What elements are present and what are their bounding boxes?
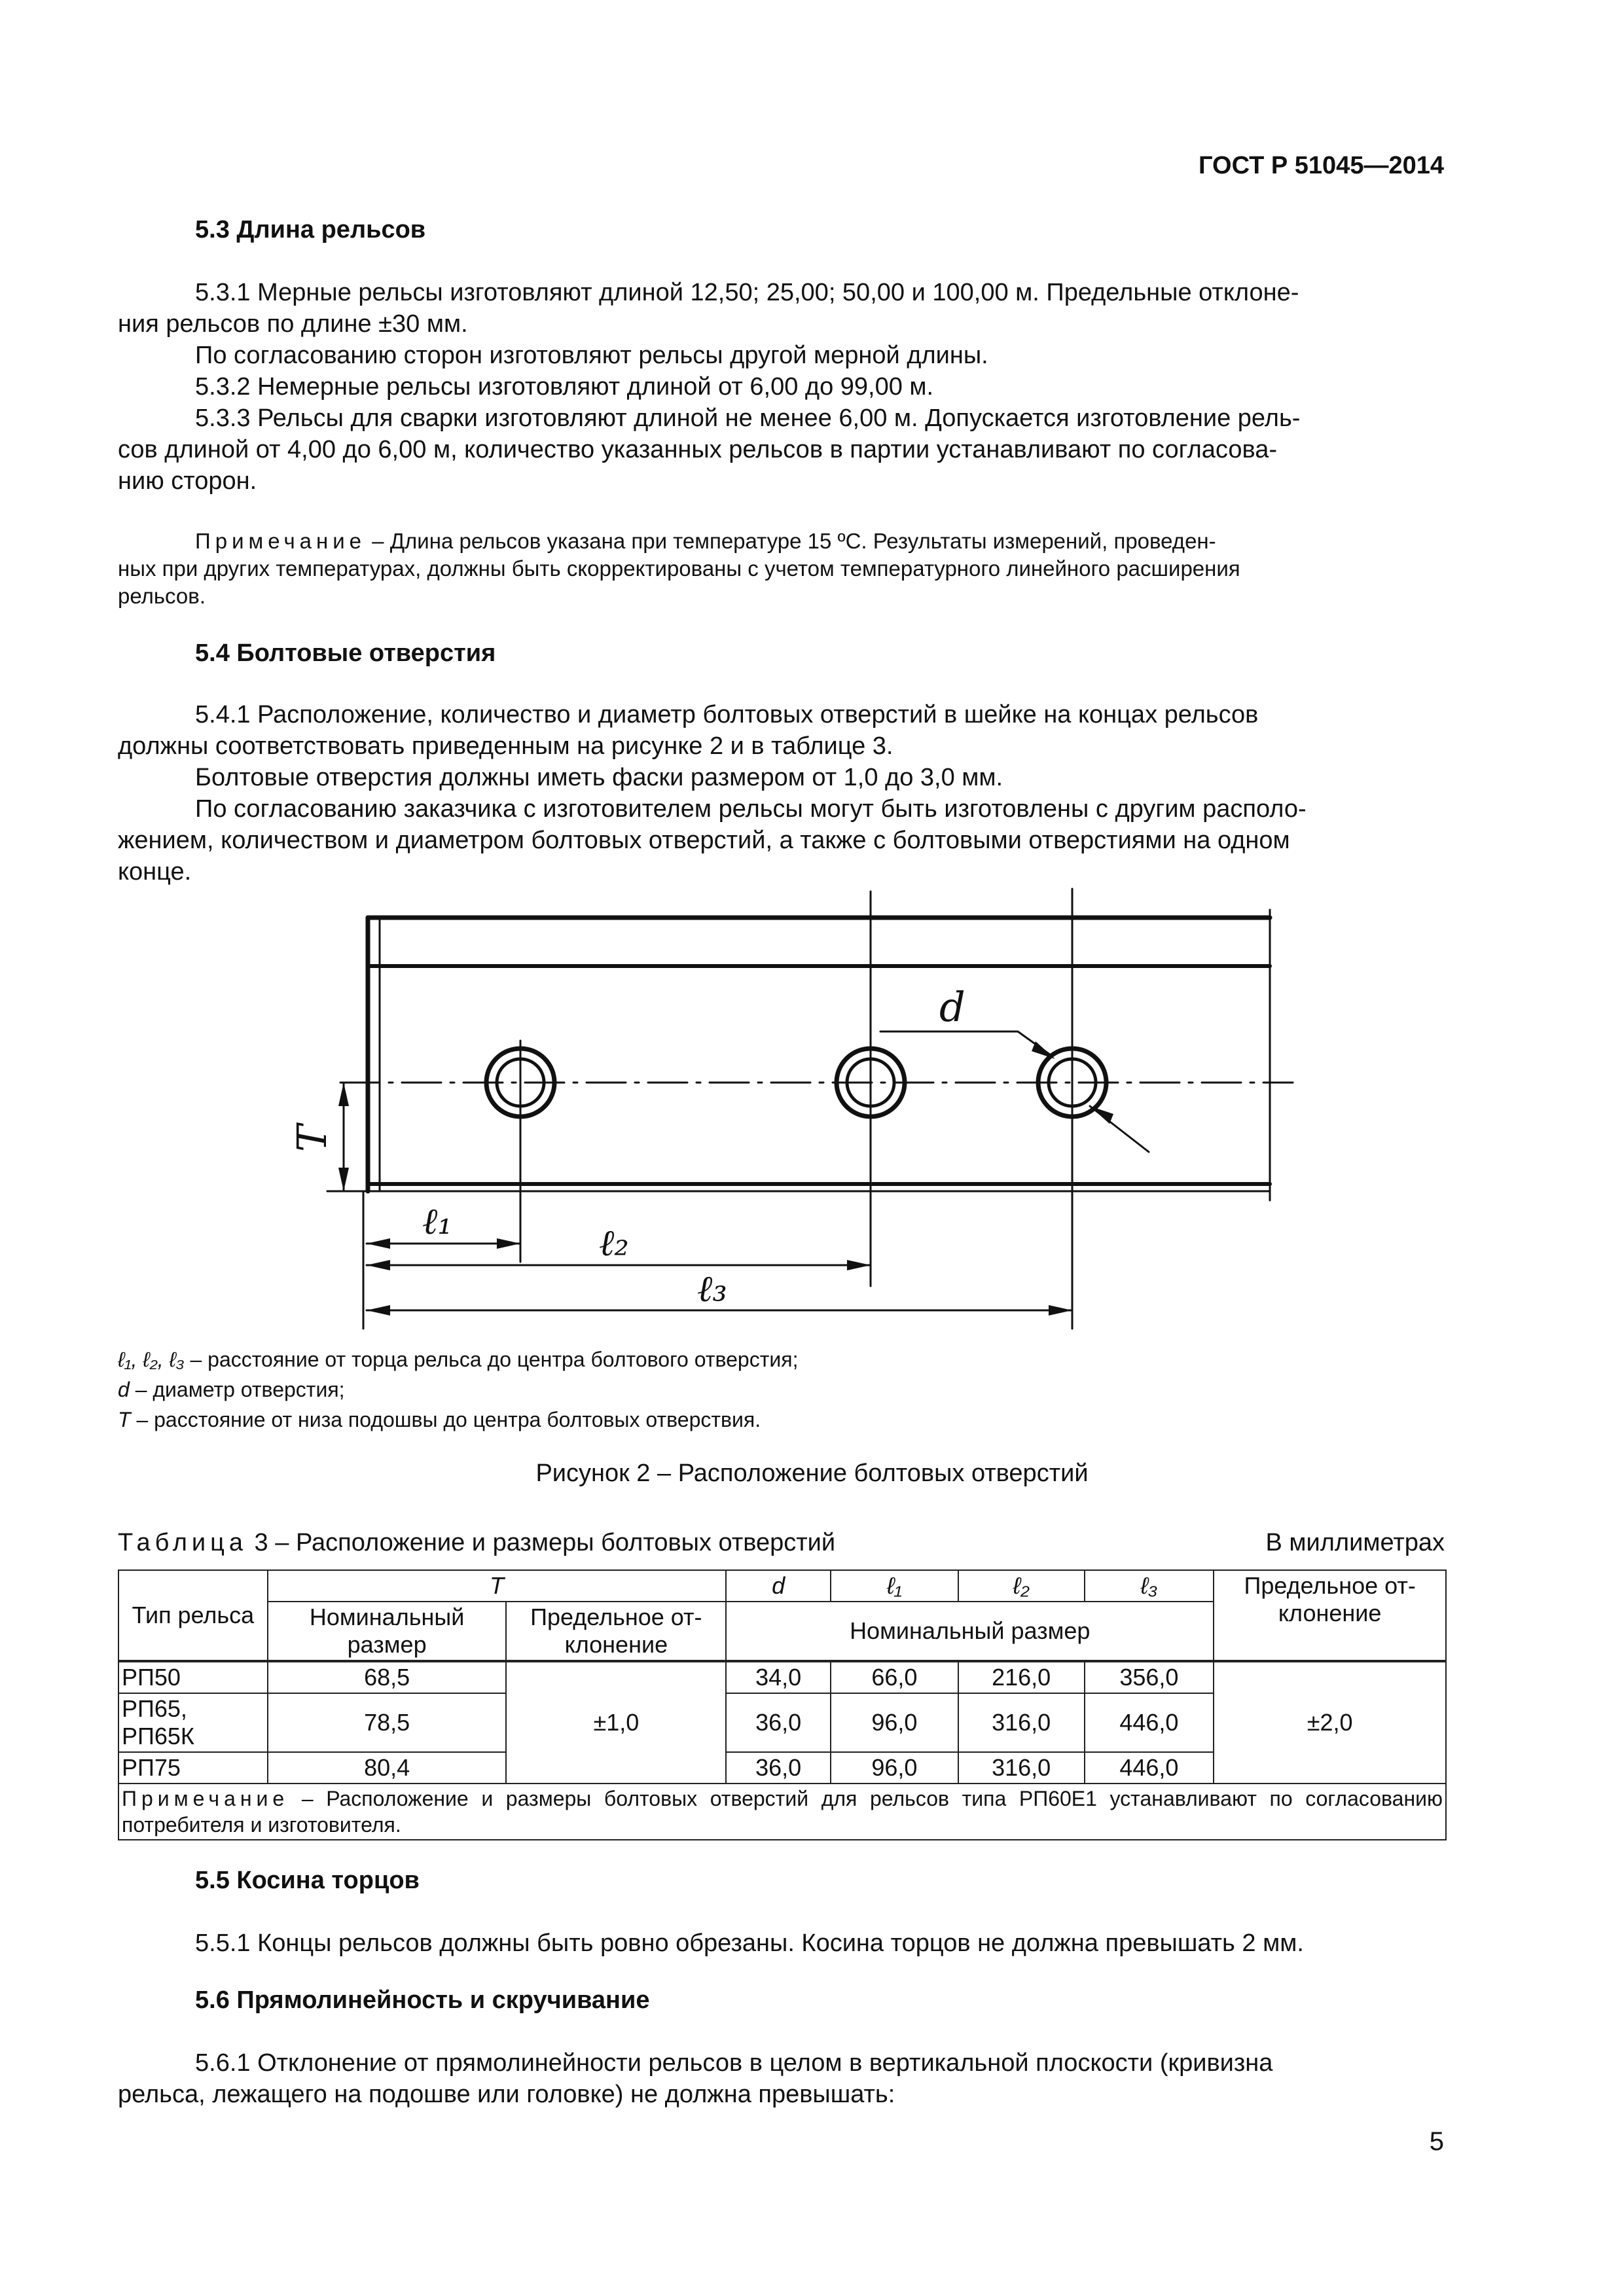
paragraph-line: 5.3.1 Мерные рельсы изготовляют длиной 12,50; 25,00; 50,00 и 100,00 м. Предельные отклоне-	[195, 279, 1299, 306]
label-d: d	[939, 983, 965, 1031]
arrowhead	[367, 1260, 390, 1270]
cell-l3: 446,0	[1085, 1752, 1214, 1784]
cell-l2: 216,0	[958, 1661, 1085, 1693]
paragraph-line: ния рельсов по длине ±30 мм.	[118, 310, 468, 338]
label-l2: ℓ₂	[599, 1222, 629, 1265]
cell-type: РП50	[118, 1661, 268, 1693]
note-label: Примечание	[122, 1787, 289, 1810]
table-note	[118, 1784, 1446, 1840]
section-5-5-title: 5.5 Косина торцов	[195, 1867, 420, 1894]
legend-symbol: ℓ₁, ℓ₂, ℓ₃	[118, 1348, 185, 1371]
cell-l2: 316,0	[958, 1752, 1085, 1784]
paragraph-line: должны соответствовать приведенным на рисунке 2 и в таблице 3.	[118, 732, 893, 760]
figure-caption: Рисунок 2 – Расположение болтовых отверстий	[535, 1460, 1089, 1487]
paragraph-line: По согласованию сторон изготовляют рельсы другой мерной длины.	[195, 342, 988, 369]
cell-l3: 356,0	[1085, 1661, 1214, 1693]
legend-text: – расстояние от низа подошвы до центра болтовых отверствия.	[130, 1408, 761, 1431]
header-deviation-t: Предельное от-клонение	[506, 1602, 726, 1661]
cell-l2: 316,0	[958, 1693, 1085, 1752]
arrowhead	[497, 1238, 520, 1249]
cell-d: 36,0	[726, 1693, 831, 1752]
header-nominal: Номинальный размер	[268, 1602, 507, 1661]
legend-text: – диаметр отверстия;	[129, 1378, 345, 1401]
paragraph-line: конце.	[118, 858, 192, 886]
arrowhead	[338, 1168, 349, 1191]
table-caption	[118, 1529, 1445, 1557]
paragraph-line: 5.6.1 Отклонение от прямолинейности рельсов в целом в вертикальной плоскости (кривизна	[195, 2049, 1273, 2077]
paragraph-line: 5.3.2 Немерные рельсы изготовляют длиной от 6,00 до 99,00 м.	[195, 373, 934, 401]
cell-d: 34,0	[726, 1661, 831, 1693]
section-5-6-text	[118, 2047, 1445, 2110]
label-t: T	[288, 1124, 336, 1152]
cell-type: РП75	[118, 1752, 268, 1784]
section-5-3-title: 5.3 Длина рельсов	[195, 216, 426, 243]
cell-l-deviation: ±2,0	[1214, 1661, 1446, 1784]
paragraph-line: рельса, лежащего на подошве или головке) не должна превышать:	[118, 2081, 895, 2108]
header-t: T	[268, 1570, 726, 1602]
cell-t: 68,5	[268, 1661, 507, 1693]
cell-t: 78,5	[268, 1693, 507, 1752]
arrowhead	[367, 1305, 390, 1316]
arrowhead	[847, 1260, 871, 1270]
paragraph-line: По согласованию заказчика с изготовителем рельсы могут быть изготовлены с другим располо-	[195, 795, 1307, 823]
label-l1: ℓ₁	[422, 1200, 452, 1243]
cell-type: РП65, РП65К	[118, 1693, 268, 1752]
table-header-row	[118, 1570, 1446, 1602]
label-l3: ℓ₃	[697, 1268, 727, 1310]
header-l3: ℓ₃	[1085, 1570, 1214, 1602]
cell-l1: 96,0	[831, 1752, 958, 1784]
paragraph-line: нию сторон.	[118, 467, 257, 495]
legend-symbol: d	[118, 1378, 130, 1401]
legend-symbol: T	[118, 1408, 131, 1431]
paragraph-line: жением, количеством и диаметром болтовых отверстий, а также с болтовыми отверстиями на одном	[118, 827, 1290, 854]
cell-t: 80,4	[268, 1752, 507, 1784]
legend-item	[118, 1374, 798, 1405]
table-caption-text: 3 – Расположение и размеры болтовых отверстий	[247, 1529, 836, 1556]
paragraph-line: 5.5.1 Концы рельсов должны быть ровно обрезаны. Косина торцов не должна превышать 2 мм.	[195, 1929, 1304, 1957]
paragraph-line: сов длиной от 4,00 до 6,00 м, количество указанных рельсов в партии устанавливают по согласова-	[118, 436, 1278, 463]
document-id: ГОСТ Р 51045—2014	[1199, 152, 1444, 179]
cell-l3: 446,0	[1085, 1693, 1214, 1752]
legend-item	[118, 1344, 798, 1374]
note-text: – Длина рельсов указана при температуре 15 ºС. Результаты измерений, проведен-	[366, 529, 1216, 553]
header-type: Тип рельса	[118, 1570, 268, 1661]
arrowhead	[1032, 1041, 1055, 1059]
cell-l1: 96,0	[831, 1693, 958, 1752]
cell-l1: 66,0	[831, 1661, 958, 1693]
section-5-4-title: 5.4 Болтовые отверстия	[195, 639, 496, 667]
note-line: ных при других температурах, должны быть скорректированы с учетом температурного линейного расширения	[118, 556, 1240, 581]
bolt-holes-table	[118, 1570, 1447, 1840]
arrowhead	[1090, 1106, 1113, 1124]
section-5-6-title: 5.6 Прямолинейность и скручивание	[195, 1986, 650, 2014]
legend-text: – расстояние от торца рельса до центра болтового отверстия;	[184, 1348, 799, 1371]
header-l1: ℓ₁	[831, 1570, 958, 1602]
paragraph-line: 5.3.3 Рельсы для сварки изготовляют длиной не менее 6,00 м. Допускается изготовление рель-	[195, 404, 1301, 432]
note-label: Примечание	[195, 529, 367, 553]
section-5-5-text	[118, 1928, 1445, 1959]
note-line: рельсов.	[118, 584, 206, 608]
header-nominal-size: Номинальный размер	[726, 1602, 1214, 1661]
cell-d: 36,0	[726, 1752, 831, 1784]
paragraph-line: 5.4.1 Расположение, количество и диаметр болтовых отверстий в шейке на концах рельсов	[195, 701, 1259, 728]
header-deviation: Предельное от-клонение	[1214, 1570, 1446, 1661]
table-units: В миллиметрах	[1265, 1529, 1445, 1556]
arrowhead	[338, 1083, 349, 1106]
page-number: 5	[1429, 2127, 1444, 2156]
header-d: d	[726, 1570, 831, 1602]
table-row	[118, 1661, 1446, 1693]
header-l2: ℓ₂	[958, 1570, 1085, 1602]
table-note-row	[118, 1784, 1446, 1840]
table-caption-label: Таблица	[118, 1529, 247, 1556]
legend-item	[118, 1405, 798, 1435]
cell-t-deviation: ±1,0	[506, 1661, 726, 1784]
arrowhead	[1049, 1305, 1072, 1316]
d-leader-line	[880, 1031, 1051, 1055]
note-text: – Расположение и размеры болтовых отверстий для рельсов типа РП60Е1 устанавливают по согласованию потребителя и изготовителя.	[122, 1787, 1443, 1837]
paragraph-line: Болтовые отверстия должны иметь фаски размером от 1,0 до 3,0 мм.	[195, 764, 1003, 791]
figure-legend	[118, 1344, 798, 1435]
arrowhead	[367, 1238, 390, 1249]
